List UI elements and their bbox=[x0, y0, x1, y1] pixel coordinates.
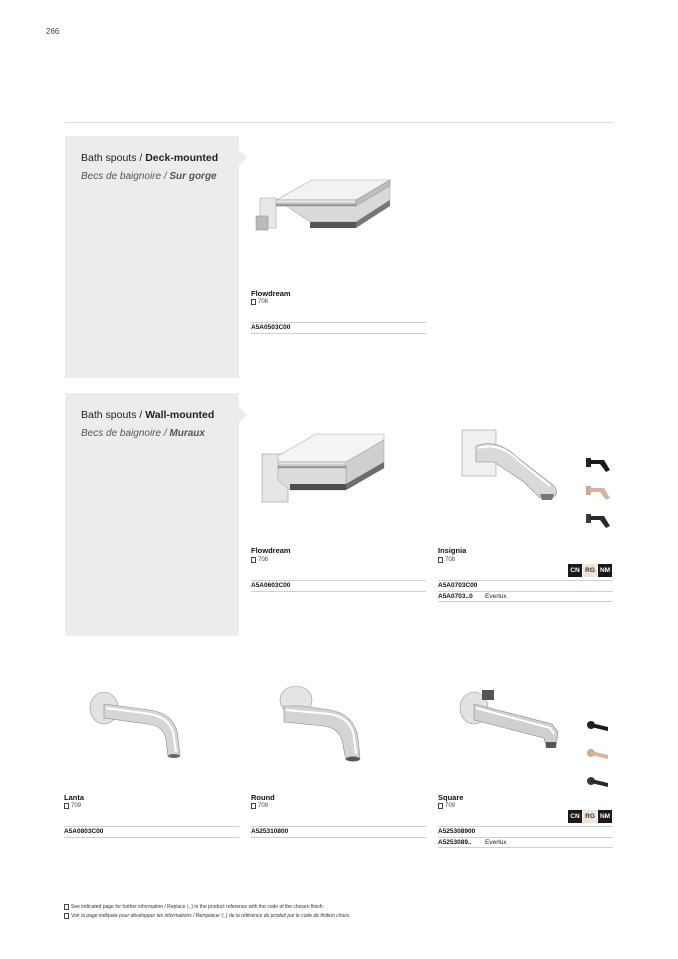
lanta-rule-bottom bbox=[64, 837, 239, 838]
page-ref-number: 709 bbox=[71, 803, 82, 809]
footnote-en bbox=[64, 904, 324, 910]
footnote-fr-text: Voir la page indiquée pour développer les informations / Remplacer (..) de la référence du produit par le code de finition choisi. bbox=[71, 913, 351, 919]
insignia-rule-mid bbox=[438, 591, 613, 592]
page-icon bbox=[251, 299, 256, 305]
page-ref-number: 708 bbox=[258, 557, 269, 563]
insignia-code: A5A0703C00 bbox=[438, 582, 478, 589]
insignia-finish-swatch-cn bbox=[584, 456, 612, 478]
title-bold: Deck-mounted bbox=[145, 152, 219, 164]
finish-badge-rg: RG bbox=[583, 810, 597, 823]
flowdream-deck-name: Flowdream bbox=[251, 289, 291, 298]
finish-badge-nm: NM bbox=[598, 810, 612, 823]
flowdream-wall-rule-bottom bbox=[251, 591, 426, 592]
square-rule-top bbox=[438, 826, 613, 827]
square-finish-swatch-nm bbox=[586, 774, 612, 792]
page-icon bbox=[438, 557, 443, 563]
lanta-name: Lanta bbox=[64, 793, 85, 802]
page-number: 266 bbox=[46, 27, 60, 36]
square-variant-note: Everlux bbox=[485, 839, 507, 846]
page-icon bbox=[251, 803, 256, 809]
flowdream-wall-name: Flowdream bbox=[251, 546, 291, 555]
subtitle-bold: Sur gorge bbox=[169, 171, 217, 182]
insignia-variant-note: Everlux bbox=[485, 593, 507, 600]
square-image bbox=[456, 684, 566, 754]
page-icon bbox=[64, 803, 69, 809]
insignia-finish-swatch-rg bbox=[584, 484, 612, 506]
round-rule-top bbox=[251, 826, 426, 827]
round-rule-bottom bbox=[251, 837, 426, 838]
flowdream-deck-rule-bottom bbox=[251, 333, 426, 334]
square-rule-mid bbox=[438, 837, 613, 838]
wall-mounted-section-panel bbox=[65, 393, 239, 636]
flowdream-wall-code: A5A0603C00 bbox=[251, 582, 291, 589]
page-icon bbox=[64, 913, 69, 919]
square-finish-swatch-cn bbox=[586, 718, 612, 736]
finish-badge-rg: RG bbox=[583, 564, 597, 577]
wall-mounted-title bbox=[81, 409, 214, 421]
insignia-image bbox=[458, 428, 570, 506]
finish-badge-cn: CN bbox=[568, 564, 582, 577]
round-code: A525310800 bbox=[251, 828, 289, 835]
title-regular: Bath spouts / bbox=[81, 409, 146, 421]
round-image bbox=[274, 680, 374, 764]
title-bold: Wall-mounted bbox=[145, 409, 215, 421]
flowdream-deck-page-ref bbox=[251, 299, 268, 305]
page-icon bbox=[438, 803, 443, 809]
page-ref-number: 708 bbox=[258, 299, 269, 305]
flowdream-deck-rule-top bbox=[251, 322, 426, 323]
insignia-code-variant: A5A0703..0 bbox=[438, 593, 473, 600]
subtitle-regular: Becs de baignoire / bbox=[81, 428, 170, 439]
flowdream-wall-page-ref bbox=[251, 557, 268, 563]
flowdream-wall-image bbox=[260, 428, 388, 504]
flowdream-deck-image bbox=[252, 170, 392, 234]
page-icon bbox=[251, 557, 256, 563]
insignia-rule-top bbox=[438, 580, 613, 581]
square-code: A525308900 bbox=[438, 828, 476, 835]
lanta-code: A5A0803C00 bbox=[64, 828, 104, 835]
lanta-rule-top bbox=[64, 826, 239, 827]
square-rule-bottom bbox=[438, 847, 613, 848]
lanta-page-ref bbox=[64, 803, 81, 809]
deck-mounted-title bbox=[81, 152, 218, 164]
deck-mounted-section-panel bbox=[65, 136, 239, 378]
square-finish-swatch-rg bbox=[586, 746, 612, 764]
square-finish-badges bbox=[568, 810, 612, 823]
wall-mounted-subtitle bbox=[81, 428, 205, 439]
footnote-en-text: See indicated page for further information / Replace (..) in the product reference with the code of the chosen finish. bbox=[71, 904, 324, 910]
finish-badge-nm: NM bbox=[598, 564, 612, 577]
insignia-finish-badges bbox=[568, 564, 612, 577]
flowdream-deck-code: A5A0503C00 bbox=[251, 324, 291, 331]
subtitle-regular: Becs de baignoire / bbox=[81, 171, 170, 182]
top-divider bbox=[65, 122, 613, 123]
lanta-image bbox=[88, 682, 188, 762]
page-ref-number: 708 bbox=[445, 557, 456, 563]
finish-badge-cn: CN bbox=[568, 810, 582, 823]
deck-mounted-subtitle bbox=[81, 171, 217, 182]
insignia-name: Insignia bbox=[438, 546, 467, 555]
insignia-finish-swatch-nm bbox=[584, 512, 612, 534]
square-code-variant: A5253089.. bbox=[438, 839, 472, 846]
page-icon bbox=[64, 904, 69, 910]
page-ref-number: 709 bbox=[258, 803, 269, 809]
round-name: Round bbox=[251, 793, 275, 802]
footnote-fr bbox=[64, 913, 350, 919]
square-name: Square bbox=[438, 793, 464, 802]
subtitle-bold: Muraux bbox=[169, 428, 205, 439]
insignia-rule-bottom bbox=[438, 601, 613, 602]
flowdream-wall-rule-top bbox=[251, 580, 426, 581]
insignia-page-ref bbox=[438, 557, 455, 563]
square-page-ref bbox=[438, 803, 455, 809]
title-regular: Bath spouts / bbox=[81, 152, 146, 164]
page-ref-number: 709 bbox=[445, 803, 456, 809]
round-page-ref bbox=[251, 803, 268, 809]
